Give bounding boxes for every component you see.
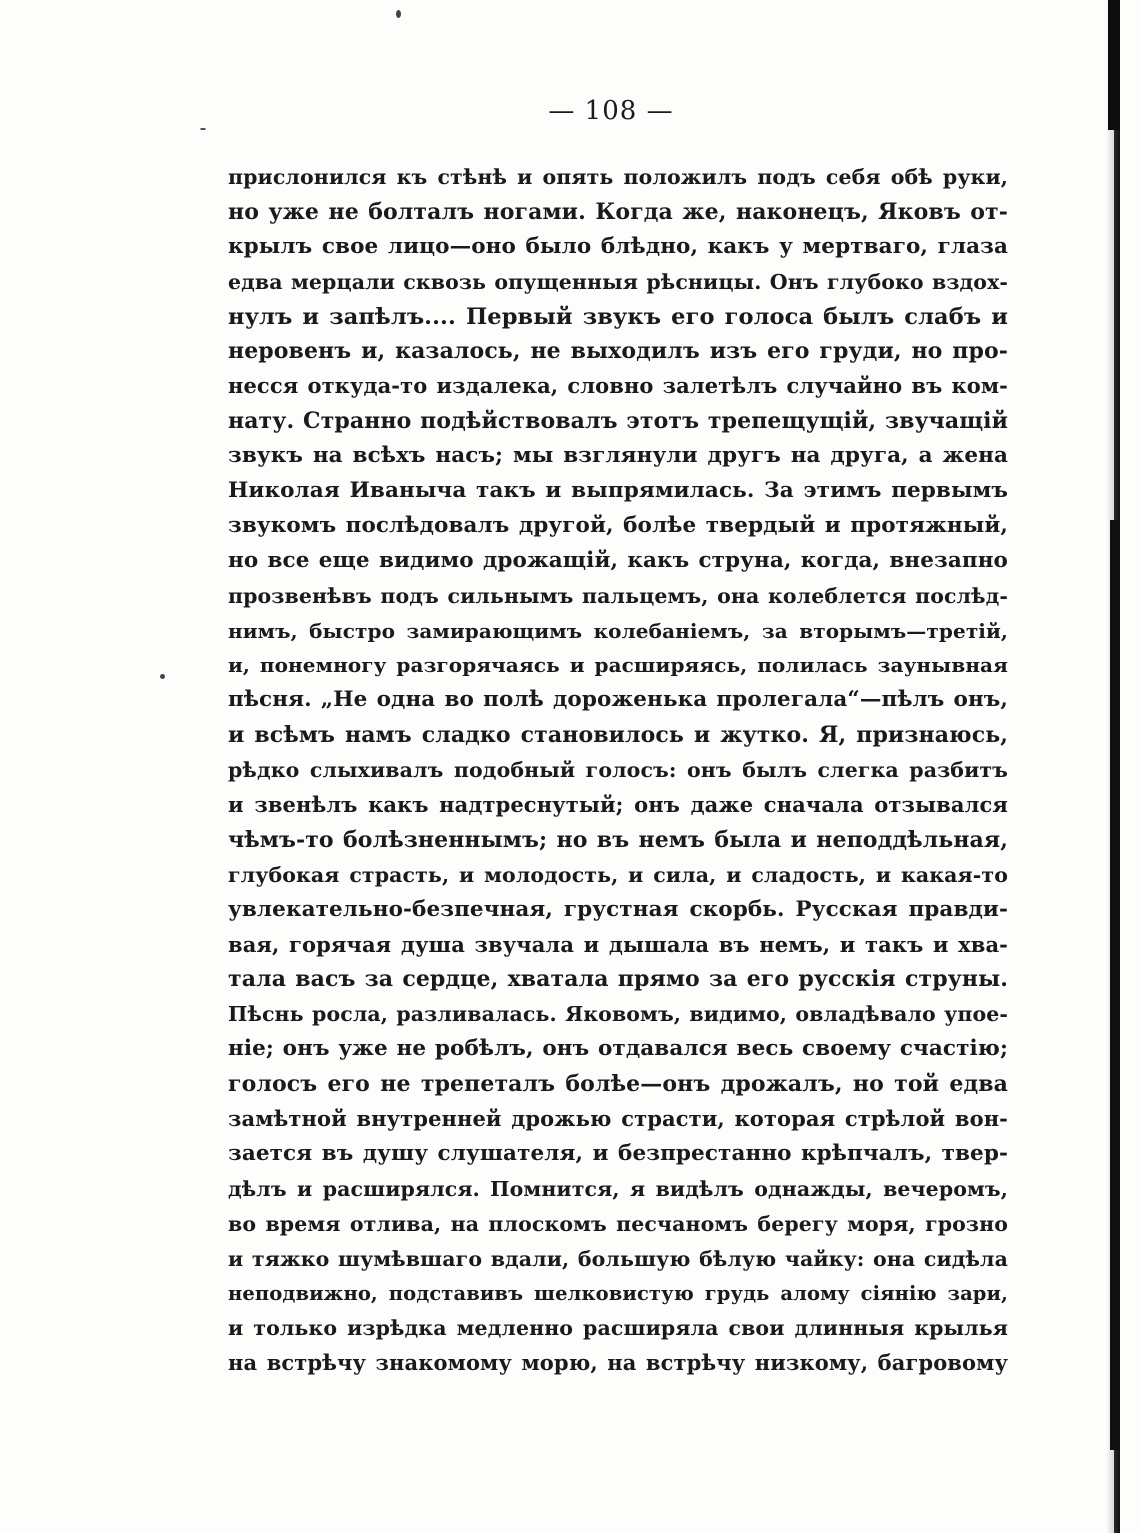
text-line: глубокая страсть, и молодость, и сила, и сладость, и какая-то <box>228 862 1008 887</box>
text-line: голосъ его не трепеталъ болѣе—онъ дрожалъ, но той едва <box>228 1071 1008 1098</box>
text-line: увлекательно-безпечная, грустная скорбь. Русская правди- <box>228 896 1008 922</box>
text-line: и тяжко шумѣвшаго вдали, большую бѣлую чайку: она сидѣла <box>228 1246 1008 1271</box>
text-line: крылъ свое лицо—оно было блѣдно, какъ у мертваго, глаза <box>228 233 1008 259</box>
text-line: несся откуда-то издалека, словно залетѣлъ случайно въ ком- <box>228 373 1008 399</box>
text-line: тала васъ за сердце, хватала прямо за его русскія струны. <box>228 966 1008 993</box>
text-line: Пѣснь росла, разливалась. Яковомъ, видимо, овладѣвало упое- <box>228 1002 1008 1027</box>
text-line: рѣдко слыхивалъ подобный голосъ: онъ былъ слегка разбитъ <box>228 758 1008 783</box>
text-line: прислонился къ стѣнѣ и опять положилъ подъ себя обѣ руки, <box>228 165 1008 189</box>
text-line: и, понемногу разгорячаясь и расширяясь, полилась заунывная <box>228 653 1008 678</box>
text-line: замѣтной внутренней дрожью страсти, которая стрѣлой вон- <box>228 1106 1008 1132</box>
text-line: но уже не болталъ ногами. Когда же, наконецъ, Яковъ от- <box>228 198 1008 225</box>
text-line: дѣлъ и расширялся. Помнится, я видѣлъ однажды, вечеромъ, <box>228 1176 1008 1201</box>
text-line: неровенъ и, казалось, не выходилъ изъ его груди, но про- <box>228 338 1008 365</box>
text-line: но все еще видимо дрожащій, какъ струна, когда, внезапно <box>228 547 1008 573</box>
text-line: нулъ и запѣлъ.... Первый звукъ его голоса былъ слабъ и <box>228 303 1008 330</box>
text-line: пѣсня. „Не одна во полѣ дороженька пролегала“—пѣлъ онъ, <box>228 687 1008 713</box>
text-line: ніе; онъ уже не робѣлъ, онъ отдавался весь своему счастію; <box>228 1036 1008 1062</box>
page-number: — 108 — <box>548 96 674 126</box>
ink-speck <box>200 128 206 130</box>
text-line: вая, горячая душа звучала и дышала въ немъ, и такъ и хва- <box>228 931 1008 957</box>
text-line: звукомъ послѣдовалъ другой, болѣе твердый и протяжный, <box>228 512 1008 538</box>
text-line: прозвенѣвъ подъ сильнымъ пальцемъ, она колеблется послѣд- <box>228 583 1008 608</box>
text-line: и звенѣлъ какъ надтреснутый; онъ даже сначала отзывался <box>228 792 1008 818</box>
text-line: едва мерцали сквозь опущенныя рѣсницы. Онъ глубоко вздох- <box>228 269 1008 294</box>
text-line: неподвижно, подставивъ шелковистую грудь алому сіянію зари, <box>228 1281 1008 1305</box>
body-text <box>228 160 1008 1381</box>
text-line: и всѣмъ намъ сладко становилось и жутко. Я, признаюсь, <box>228 722 1008 749</box>
text-line: во время отлива, на плоскомъ песчаномъ берегу моря, грозно <box>228 1211 1008 1236</box>
text-line: Николая Иваныча такъ и выпрямилась. За этимъ первымъ <box>228 478 1008 504</box>
text-line: нату. Странно подѣйствовалъ этотъ трепещущій, звучащій <box>228 408 1008 435</box>
text-line: чѣмъ-то болѣзненнымъ; но въ немъ была и неподдѣльная, <box>228 826 1008 853</box>
text-line: на встрѣчу знакомому морю, на встрѣчу низкому, багровому <box>228 1350 1008 1376</box>
text-line: нимъ, быстро замирающимъ колебаніемъ, за вторымъ—третій, <box>228 618 1008 643</box>
text-line: зается въ душу слушателя, и безпрестанно крѣпчалъ, твер- <box>228 1140 1008 1166</box>
ink-speck <box>396 10 401 18</box>
text-line: и только изрѣдка медленно расширяла свои длинныя крылья <box>228 1316 1008 1341</box>
binding-edge-middle <box>1110 520 1120 1450</box>
ink-speck <box>160 674 165 679</box>
text-line: звукъ на всѣхъ насъ; мы взглянули другъ на друга, а жена <box>228 443 1008 469</box>
